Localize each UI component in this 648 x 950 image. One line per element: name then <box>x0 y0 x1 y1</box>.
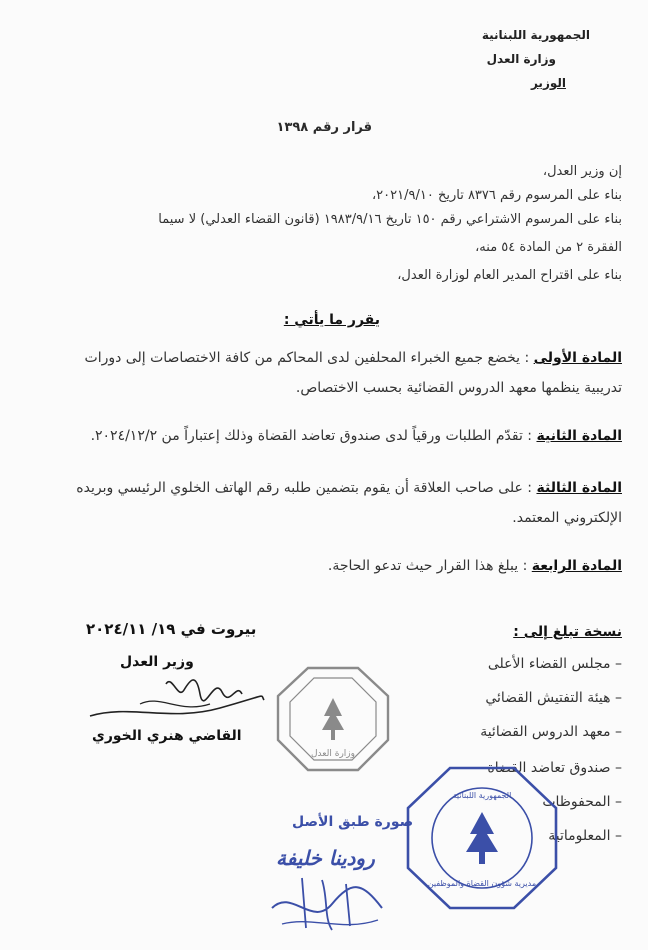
article-text: : يبلغ هذا القرار حيث تدعو الحاجة. <box>327 558 528 574</box>
header-ministry: وزارة العدل <box>486 52 556 66</box>
copy-item: – صندوق تعاضد القضاة <box>487 760 622 776</box>
article-label: المادة الأولى <box>533 350 622 366</box>
article-text: : على صاحب العلاقة أن يقوم بتضمين طلبه رقم الهاتف الخلوي الرئيسي وبريده <box>76 480 533 496</box>
svg-text:مديرية شؤون القضاة والموظفين: مديرية شؤون القضاة والموظفين <box>427 879 537 888</box>
svg-text:وزارة العدل: وزارة العدل <box>311 749 355 759</box>
preamble-line: بناء على المرسوم الاشتراعي رقم ١٥٠ تاريخ ١٩٨٣/٩/١٦ (قانون القضاء العدلي) لا سيما <box>158 212 622 227</box>
signer-role: وزير العدل <box>120 654 194 670</box>
decides-heading: يقرر ما يأتي : <box>283 312 380 328</box>
preamble-line: بناء على المرسوم رقم ٨٣٧٦ تاريخ ٢٠٢١/٩/١٠، <box>371 188 622 203</box>
preamble-line: بناء على اقتراح المدير العام لوزارة العدل، <box>397 268 622 283</box>
article-3 <box>76 480 622 496</box>
copy-item: – المحفوظات <box>542 794 622 810</box>
certifier-signature <box>262 868 392 938</box>
article-1 <box>85 350 622 366</box>
copies-title: نسخة تبلغ إلى : <box>513 624 622 640</box>
preamble-line: إن وزير العدل، <box>542 164 622 179</box>
article-label: المادة الثانية <box>536 428 622 444</box>
article-text: : تقدّم الطلبات ورقياً لدى صندوق تعاضد القضاة وذلك إعتباراً من ٢٠٢٤/١٢/٢. <box>90 428 533 444</box>
copy-item: – المعلوماتية <box>548 828 622 844</box>
signer-name: القاضي هنري الخوري <box>92 728 242 744</box>
article-label: المادة الثالثة <box>536 480 622 496</box>
copy-item: – معهد الدروس القضائية <box>480 724 622 740</box>
decision-title: قرار رقم ١٣٩٨ <box>276 120 372 135</box>
header-minister: الوزير <box>530 76 566 90</box>
certifier-name: رودينا خليفة <box>276 846 375 870</box>
preamble-line: الفقرة ٢ من المادة ٥٤ منه، <box>475 240 622 255</box>
article-text: : يخضع جميع الخبراء المحلفين لدى المحاكم من كافة الاختصاصات إلى دورات <box>84 350 530 366</box>
copy-item: – هيئة التفتيش القضائي <box>485 690 622 706</box>
certified-copy-stamp: صورة طبق الأصل <box>292 814 414 830</box>
article-4 <box>328 558 622 574</box>
article-2 <box>91 428 622 444</box>
department-seal-stamp <box>404 764 560 912</box>
article-3-cont: الإلكتروني المعتمد. <box>512 510 622 526</box>
ministry-seal-stamp <box>272 664 392 774</box>
header-republic: الجمهورية اللبنانية <box>481 28 590 42</box>
article-1-cont: تدريبية ينظمها معهد الدروس القضائية بحسب الاختصاص. <box>295 380 622 396</box>
svg-text:الجمهورية اللبنانية: الجمهورية اللبنانية <box>452 791 512 800</box>
place-date: بيروت في ١٩/ ٢٠٢٤/١١ <box>86 620 257 638</box>
minister-signature <box>80 664 270 734</box>
copy-item: – مجلس القضاء الأعلى <box>487 656 622 672</box>
article-label: المادة الرابعة <box>531 558 622 574</box>
